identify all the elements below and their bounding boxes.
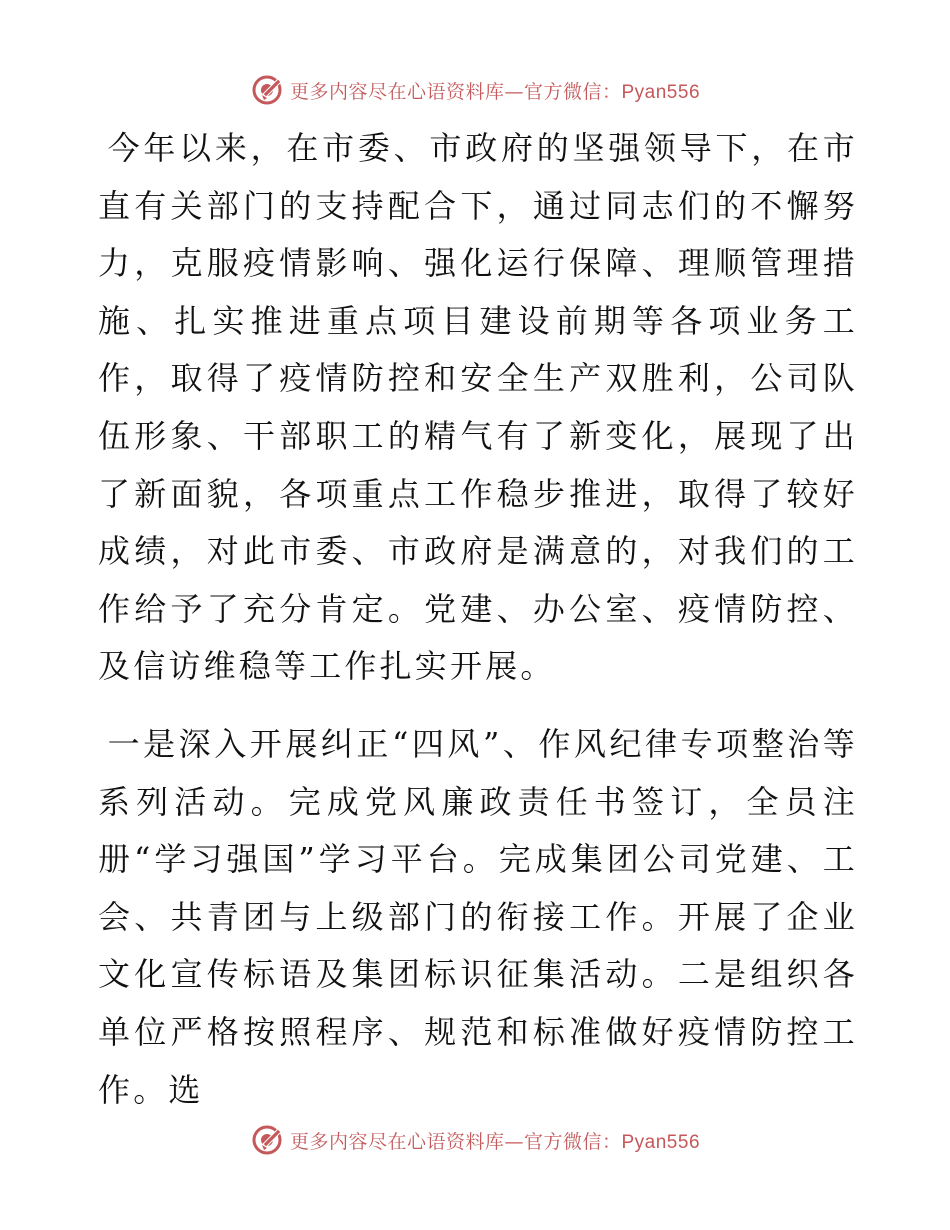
footer-watermark [0,1120,950,1160]
paragraph-1: 今年以来，在市委、市政府的坚强领导下，在市直有关部门的支持配合下，通过同志们的不懈努力，克服疫情影响、强化运行保障、理顺管理措施、扎实推进重点项目建设前期等各项业务工作，取得了疫情防控和安全生产双胜利，公司队伍形象、干部职工的精气有了新变化，展现了出了新面貌，各项重点工作稳步推进，取得了较好成绩，对此市委、市政府是满意的，对我们的工作给予了充分肯定。党建、办公室、疫情防控、及信访维稳等工作扎实开展。 [98,129,858,686]
watermark-text [290,77,700,104]
watermark-text [290,1127,700,1154]
watermark-slogan: 更多内容尽在心语资料库 [289,80,505,103]
watermark-handle: Pyan556 [621,1131,701,1153]
watermark-dash: — [504,1130,524,1153]
watermark-wechat-label: 官方微信： [523,1130,622,1153]
logo-pen-icon [250,73,284,107]
watermark-slogan: 更多内容尽在心语资料库 [289,1130,505,1153]
watermark-dash: — [504,80,524,103]
logo-pen-icon [250,1123,284,1157]
watermark-handle: Pyan556 [621,81,701,103]
header-watermark [0,70,950,110]
document-body [98,120,858,1119]
watermark-wechat-label: 官方微信： [523,80,622,103]
paragraph-2: 一是深入开展纠正“四风”、作风纪律专项整治等系列活动。完成党风廉政责任书签订，全员注册“学习强国”学习平台。完成集团公司党建、工会、共青团与上级部门的衔接工作。开展了企业文化宣传标语及集团标识征集活动。二是组织各单位严格按照程序、规范和标准做好疫情防控工作。选 [98,724,858,1109]
